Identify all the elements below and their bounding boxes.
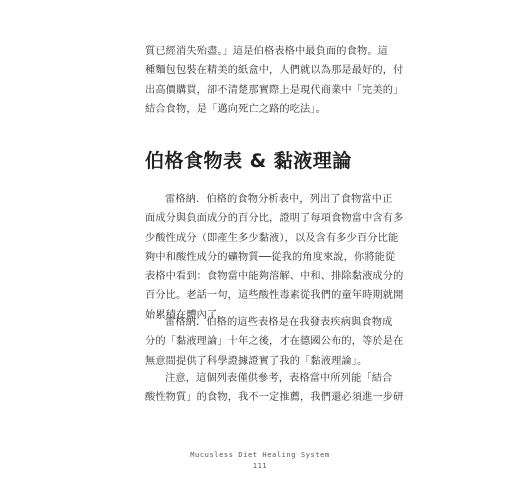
- page-number: 111: [252, 462, 268, 470]
- text-line: 面成分與負面成分的百分比，證明了每項食物當中含有多: [145, 213, 404, 225]
- text-line: 少酸性成分（即產生多少黏液），以及含有多少百分比能: [145, 232, 399, 244]
- text-line: 注意，這個列表僅供參考，表格當中所列能「結合: [165, 373, 393, 384]
- text-line: 酸性物質」的食物，我不一定推薦，我們還必須進一步研: [145, 392, 404, 404]
- body-paragraph-3: [145, 369, 404, 408]
- text-line: 無意間提供了科學證據證實了我的「黏液理論」。: [145, 355, 368, 367]
- text-line: 雷格納．伯格的食物分析表中，列出了食物當中正: [165, 194, 393, 205]
- section-heading: 伯格食物表 & 黏液理論: [145, 150, 352, 172]
- body-paragraph-2: [145, 313, 404, 371]
- text-line: 出高價購買，卻不清楚那實際上是現代商業中「完美的」: [145, 84, 404, 96]
- footer-book-title: Mucusless Diet Healing System: [190, 451, 330, 459]
- body-paragraph-1: [145, 190, 404, 325]
- text-line: 種麵包包裝在精美的紙盒中，人們就以為那是最好的，付: [145, 65, 404, 77]
- text-line: 夠中和酸性成分的礦物質──從我的角度來說，你將能從: [145, 251, 396, 263]
- intro-paragraph: [145, 42, 404, 119]
- text-line: 分的「黏液理論」十年之後，才在德國公布的，等於是在: [145, 336, 404, 348]
- text-line: 雷格納．伯格的這些表格是在我發表疾病與食物成: [165, 317, 393, 328]
- text-line: 始累積在體內了。: [145, 309, 228, 321]
- text-line: 表格中看到：食物當中能夠溶解、中和、排除黏液成分的: [145, 271, 404, 283]
- text-line: 百分比。老話一句，這些酸性毒素從我們的童年時期就開: [145, 290, 404, 302]
- text-line: 質已經消失殆盡。」這是伯格表格中最負面的食物。這: [145, 46, 388, 57]
- text-line: 結合食物，是「邁向死亡之路的吃法」。: [145, 103, 326, 115]
